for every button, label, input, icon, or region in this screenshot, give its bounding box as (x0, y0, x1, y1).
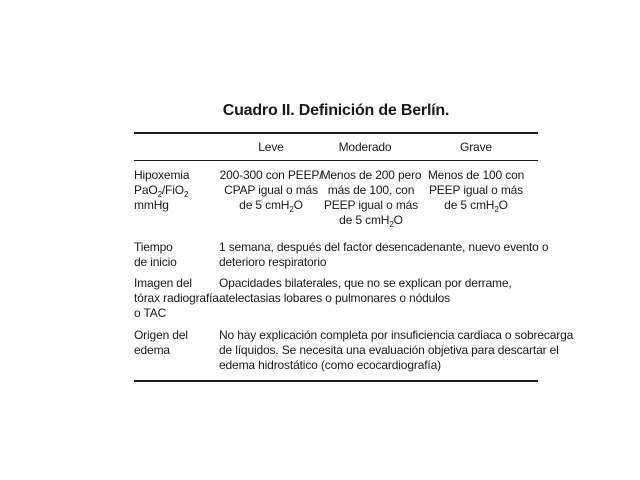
cell-line (216, 198, 326, 213)
cell-line: deterioro respiratorio (219, 255, 327, 269)
table-title: Cuadro II. Definición de Berlín. (222, 102, 450, 119)
header-leve: Leve (258, 140, 284, 154)
cell-hipoxemia-leve (216, 168, 326, 213)
label-line: Imagen del (134, 276, 192, 290)
cell-line: Menos de 100 con (427, 168, 525, 182)
header-grave: Grave (460, 140, 492, 154)
cell-line: Opacidades bilaterales, que no se explican por derrame, (219, 276, 512, 290)
cell-line: No hay explicación completa por insuficiencia cardiaca o sobrecarga (219, 328, 574, 342)
label-line: Tiempo (134, 240, 173, 254)
cell-line: Menos de 200 pero (320, 168, 422, 182)
cell-line: edema hidrostático (como ecocardiografía) (219, 358, 441, 372)
subscript: 2 (494, 205, 499, 214)
cell-line: atelectasias lobares o pulmonares o nódulos (219, 291, 451, 305)
label-text: /FiO (161, 183, 184, 197)
cell-line: PEEP igual o más (323, 198, 419, 212)
label-line: Origen del (134, 328, 188, 342)
label-line: mmHg (134, 198, 169, 212)
header-moderado: Moderado (338, 140, 392, 154)
label-line: tórax radiografía (134, 291, 219, 305)
cell-text: de 5 cmH (239, 198, 290, 212)
cell-line: 1 semana, después del factor desencadenante, nuevo evento o (219, 240, 549, 254)
header-rule (134, 160, 538, 161)
label-line: edema (134, 343, 170, 357)
cell-line: más de 100, con (327, 183, 415, 197)
subscript: 2 (289, 205, 294, 214)
subscript: 2 (157, 190, 162, 199)
label-line: Hipoxemia (134, 168, 190, 182)
cell-line: de líquidos. Se necesita una evaluación objetiva para descartar el (219, 343, 559, 357)
row-label-origen (134, 328, 188, 358)
cell-imagen-value (219, 276, 512, 306)
row-label-imagen (134, 276, 219, 321)
row-label-hipoxemia (134, 168, 189, 213)
cell-tiempo-value (219, 240, 548, 270)
cell-text: O (293, 198, 303, 212)
subscript: 2 (183, 190, 189, 199)
cell-origen-value (219, 328, 573, 373)
subscript: 2 (389, 220, 394, 229)
cell-hipoxemia-grave (421, 168, 531, 213)
cell-line: PEEP igual o más (428, 183, 524, 197)
label-line (134, 183, 189, 198)
cell-text: O (393, 213, 403, 227)
bottom-rule (134, 380, 538, 382)
cell-text: O (498, 198, 508, 212)
row-label-tiempo (134, 240, 177, 270)
cell-hipoxemia-moderado (316, 168, 426, 228)
label-line: o TAC (134, 306, 167, 320)
label-text: PaO (134, 183, 158, 197)
label-line: de inicio (134, 255, 177, 269)
cell-line (421, 198, 531, 213)
cell-line (316, 213, 426, 228)
top-rule (134, 132, 538, 134)
cell-line: 200-300 con PEEP/ (219, 168, 323, 182)
cell-text: de 5 cmH (339, 213, 390, 227)
cell-line: CPAP igual o más (224, 183, 318, 197)
cell-text: de 5 cmH (444, 198, 495, 212)
